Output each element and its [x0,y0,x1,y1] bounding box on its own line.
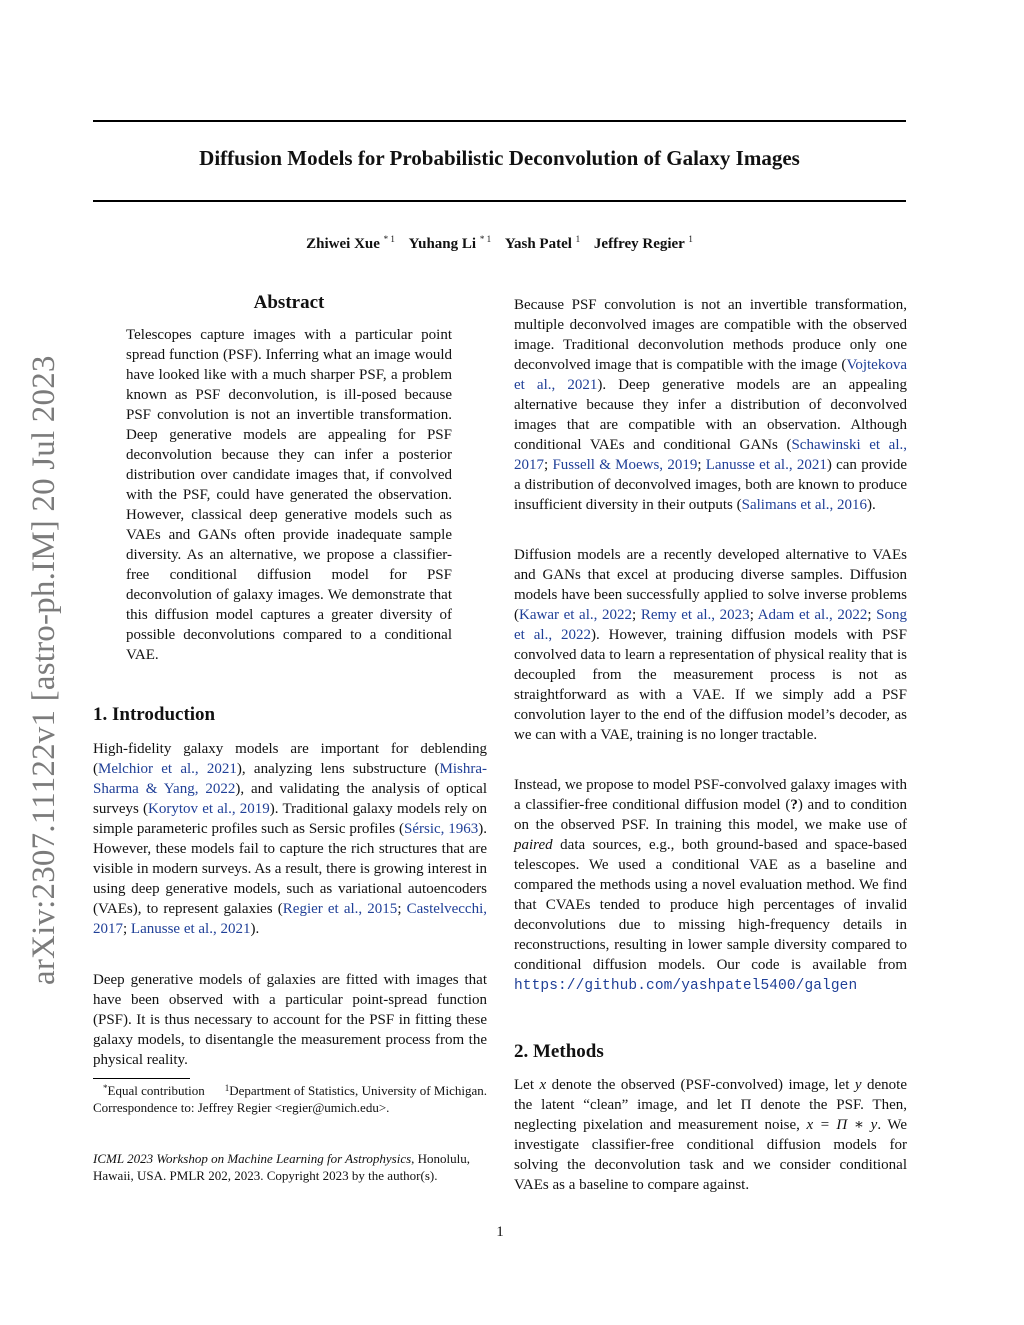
right-paragraph-1 [514,295,907,515]
text-run: Let [514,1077,540,1093]
citation-link[interactable]: Schawinski et al., 2017 [514,437,907,473]
author [505,236,580,252]
footnote-mark: 1 [224,1083,230,1093]
emphasis: paired [514,837,553,853]
arxiv-identifier-stamp: arXiv:2307.11122v1 [astro-ph.IM] 20 Jul 2023 [26,355,62,985]
citation-link[interactable]: Song et al., 2022 [514,607,907,643]
text-run: ; [867,607,877,623]
title-top-rule [93,120,906,122]
math-symbol: Π [740,1097,752,1113]
introduction-paragraph-1 [93,739,487,939]
abstract-heading: Abstract [253,292,325,313]
text-run: . We investigate classifier-free conditional diffusion models for solving the deconvolution task and we consider conditional VAEs as a baseline to compare against. [514,1117,907,1193]
citation-link[interactable]: Fussell & Moews, 2019 [552,457,698,473]
text-run: ). However, these models fail to capture the rich structures that are visible in modern surveys. As a result, there is growing interest in using deep generative models, such as variational autoencoders (VAEs), to represent galaxies ( [93,821,487,917]
paper-title: Diffusion Models for Probabilistic Deconvolution of Galaxy Images [199,146,800,170]
text-run: ), and validating the analysis of optical surveys ( [93,781,487,817]
text-run: denote the PSF. Then, neglecting pixelation and measurement noise, [514,1097,907,1133]
math-variable: x [539,1077,547,1093]
citation-link[interactable]: Sérsic, 1963 [403,821,479,837]
right-paragraph-3 [514,775,907,996]
footnote-text: Department of Statistics, University of Michigan. Correspondence to: Jeffrey Regier <regier@umich.edu>. [93,1083,488,1115]
footnote-mark: * [103,1083,108,1093]
author-affiliation-mark: * 1 [479,234,492,244]
author-name: Yuhang Li [408,236,477,252]
citation-link[interactable]: Vojtekova et al., 2021 [514,357,907,393]
footnote-text: Equal contribution [107,1083,205,1098]
text-run: ; [544,457,553,473]
author-name: Jeffrey Regier [593,236,685,252]
right-paragraph-2 [514,545,907,745]
abstract-text [126,325,452,665]
citation-link[interactable]: Remy et al., 2023 [640,607,750,623]
text-run: ). [250,921,260,937]
author [306,236,395,252]
text-run: denote the latent “clean” image, and let [514,1077,907,1113]
text-run: ). [867,497,876,513]
text-run: ). Traditional galaxy models rely on simple parameteric profiles such as Sersic profiles ( [93,801,487,837]
footnote-rule [93,1078,190,1079]
citation-link[interactable]: Melchior et al., 2021 [98,761,237,777]
author [409,236,491,252]
author-name: Zhiwei Xue [306,236,380,252]
title-bottom-rule [93,200,906,202]
missing-reference[interactable]: ? [790,797,798,813]
text-run: denote the observed (PSF-convolved) image, let [546,1077,855,1093]
text-run: Because PSF convolution is not an invertible transformation, multiple deconvolved images are compatible with the observed image. Traditional deconvolution methods produce only one deconvolved image that is compatible with the image ( [514,297,907,373]
author-affiliation-mark: * 1 [383,234,395,244]
code-repository-link[interactable]: https://github.com/yashpatel5400/galgen [514,978,858,994]
author-affiliation-mark: 1 [575,234,581,244]
text-run: data sources, e.g., both ground-based and space-based telescopes. We used a conditional VAE as a baseline and compared the methods using a novel evaluation method. We find that CVAEs tended to produce high percentages of invalid deconvolutions due to missing high-frequency details in reconstructions, resulting in lower sample diversity compared to conditional diffusion models. Our code is available from [514,837,907,973]
text-run: ). Deep generative models are an appealing alternative because they infer a distribution of deconvolved images that are compatible with an observation. Although conditional VAEs and conditional GANs ( [514,377,907,453]
citation-link[interactable]: Regier et al., 2015 [282,901,398,917]
introduction-paragraph-2 [93,970,487,1070]
text-run: Instead, we propose to model PSF-convolved galaxy images with a classifier-free conditional diffusion model ( [514,777,907,813]
citation-link[interactable]: Lanusse et al., 2021 [130,921,251,937]
text-run: ) can provide a distribution of deconvolved images, both are known to produce insufficient diversity in their outputs ( [514,457,908,513]
citation-link[interactable]: Mishra-Sharma & Yang, 2022 [93,761,487,797]
paragraph-text: Deep generative models of galaxies are fitted with images that have been observed with a particular point-spread function (PSF). It is thus necessary to account for the PSF in fitting these galaxy models, to disentangle the measurement process from the physical reality. [93,972,487,1068]
page-number: 1 [496,1224,504,1240]
citation-link[interactable]: Salimans et al., 2016 [741,497,868,513]
text-run: High-fidelity galaxy models are important for deblending ( [93,741,487,777]
author [594,236,693,252]
author-list [93,236,906,253]
text-run: ) and to condition on the observed PSF. In training this model, we make use of [514,797,907,833]
author-affiliation-mark: 1 [688,234,693,244]
citation-link[interactable]: Adam et al., 2022 [757,607,868,623]
text-run: ; [397,901,407,917]
methods-paragraph-1 [514,1075,907,1195]
citation-link[interactable]: Kawar et al., 2022 [519,607,633,623]
citation-link[interactable]: Castelvecchi, 2017 [93,901,488,937]
text-run: ). However, training diffusion models with PSF convolved data to learn a representation of physical reality that is decoupled from the measurement process is not as straightforward as with a VAE. If we simply add a PSF convolution layer to the end of the diffusion model’s decoder, as we can with a VAE, training is no longer tractable. [514,627,907,743]
math-equation: x = Π ∗ y [806,1117,878,1133]
text-run: Diffusion models are a recently developed alternative to VAEs and GANs that excel at producing diverse samples. Diffusion models have been successfully applied to solve inverse problems ( [514,547,907,623]
venue-note [93,1150,487,1184]
math-variable: y [854,1077,862,1093]
abstract-paragraph: Telescopes capture images with a particular point spread function (PSF). Inferring what an image would have looked like with a much sharper PSF, a problem known as PSF deconvolution, is ill-posed because PSF convolution is not an invertible transformation. Deep generative models are appealing for PSF deconvolution because they can infer a posterior distribution over candidate images that, if convolved with the PSF, could have generated the observation. However, classical deep generative models such as VAEs and GANs often provide inadequate sample diversity. As an alternative, we propose a classifier-free conditional diffusion model for PSF deconvolution of galaxy images. We demonstrate that this diffusion model captures a greater diversity of possible deconvolutions compared to a conditional VAE. [126,327,452,663]
text-run: ; [632,607,641,623]
text-run: ; [123,921,131,937]
text-run: ), analyzing lens substructure ( [236,761,440,777]
venue-details: , Honolulu, Hawaii, USA. PMLR 202, 2023. Copyright 2023 by the author(s). [93,1151,471,1183]
text-run: ; [749,607,758,623]
methods-heading: 2. Methods [514,1041,604,1062]
venue-name: ICML 2023 Workshop on Machine Learning for Astrophysics [93,1151,412,1166]
introduction-heading: 1. Introduction [93,704,216,725]
text-run: ; [697,457,706,473]
footnote [93,1082,487,1116]
author-name: Yash Patel [504,236,572,252]
citation-link[interactable]: Korytov et al., 2019 [148,801,270,817]
citation-link[interactable]: Lanusse et al., 2021 [705,457,827,473]
